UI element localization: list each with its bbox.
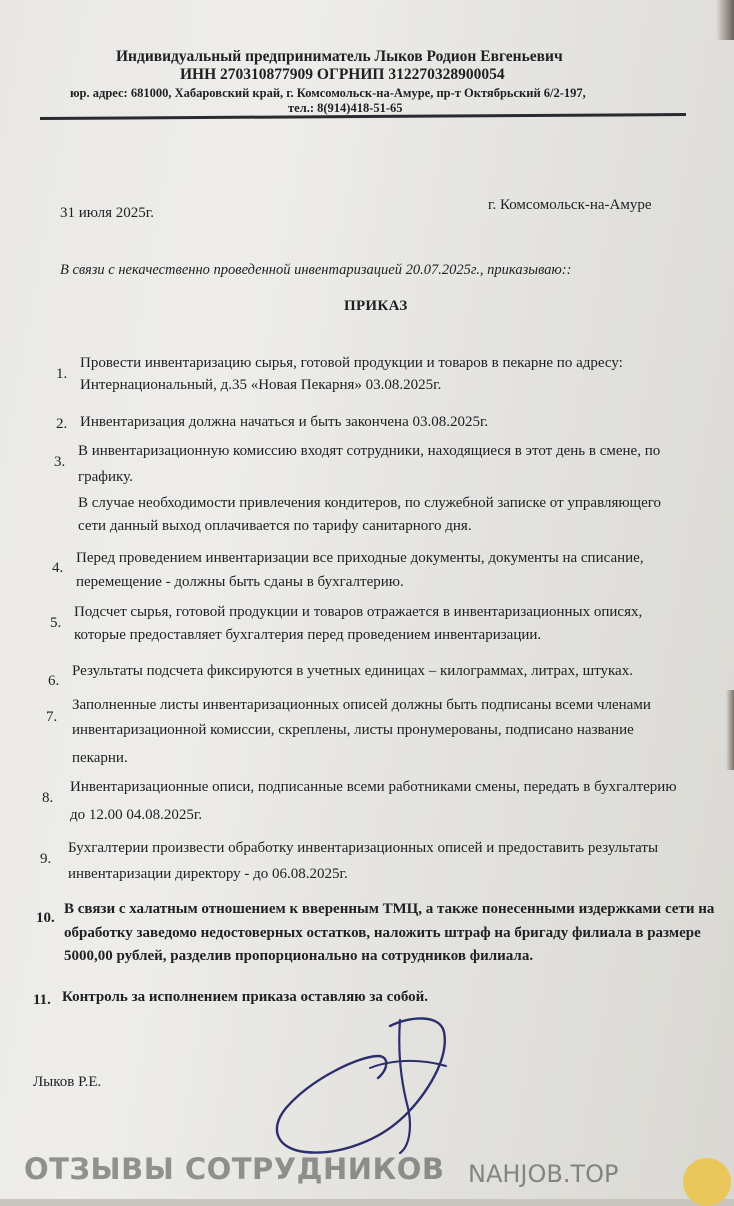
item-text-line: графику. <box>78 469 133 485</box>
header-legal-address: юр. адрес: 681000, Хабаровский край, г. Комсомольск-на-Амуре, пр-т Октябрьский 6/2-197, <box>70 86 586 100</box>
signatory-name: Лыков Р.Е. <box>33 1074 102 1090</box>
document-city: г. Комсомольск-на-Амуре <box>488 197 652 213</box>
item-number: 1. <box>56 366 68 382</box>
item-text-line: Инвентаризационные описи, подписанные всеми работниками смены, передать в бухгалтерию <box>70 779 677 795</box>
document-title: ПРИКАЗ <box>344 298 408 314</box>
item-text-line: 5000,00 рублей, разделив пропорционально на сотрудников филиала. <box>64 948 534 964</box>
item-text-line: В инвентаризационную комиссию входят сотрудники, находящиеся в этот день в смене, по <box>78 443 661 459</box>
item-text-line: инвентаризационной комиссии, скреплены, листы пронумерованы, подписано название <box>72 722 634 738</box>
document-date: 31 июля 2025г. <box>60 205 154 221</box>
item-number: 4. <box>52 560 64 576</box>
item-text-line: Заполненные листы инвентаризационных описей должны быть подписаны всеми членами <box>72 697 651 713</box>
item-text-line: Бухгалтерии произвести обработку инвентаризационных описей и предоставить результаты <box>68 840 659 856</box>
item-text-line: Результаты подсчета фиксируются в учетных единицах – килограммах, литрах, штуках. <box>72 663 633 679</box>
header-tax-ids: ИНН 270310877909 ОГРНИП 312270328900054 <box>180 66 505 83</box>
item-text-line: которые предоставляет бухгалтерия перед проведением инвентаризации. <box>74 627 542 643</box>
item-text-line: пекарни. <box>72 750 128 766</box>
item-text-line: обработку заведомо недостоверных остатков, наложить штраф на бригаду филиала в размере <box>64 925 701 941</box>
item-text-line: Интернациональный, д.35 «Новая Пекарня» 03.08.2025г. <box>80 377 442 393</box>
item-number: 6. <box>48 673 60 689</box>
item-text-line: В связи с халатным отношением к вверенным ТМЦ, а также понесенными издержками сети на <box>64 901 715 917</box>
header-phone: тел.: 8(914)418-51-65 <box>288 101 403 115</box>
item-text-line: В случае необходимости привлечения кондитеров, по служебной записке от управляющего <box>78 495 662 511</box>
item-text-line: перемещение - должны быть сданы в бухгалтерию. <box>76 574 404 590</box>
item-number: 9. <box>40 851 52 867</box>
item-number: 11. <box>33 992 51 1008</box>
item-number: 3. <box>54 454 66 470</box>
watermark-text: ОТЗЫВЫ СОТРУДНИКОВ <box>24 1152 445 1186</box>
item-text-line: инвентаризации директору - до 06.08.2025г. <box>68 866 348 882</box>
item-text-line: сети данный выход оплачивается по тарифу санитарного дня. <box>78 518 472 534</box>
item-text-line: Подсчет сырья, готовой продукции и товаров отражается в инвентаризационных описях, <box>74 604 643 620</box>
item-text-line: Провести инвентаризацию сырья, готовой продукции и товаров в пекарне по адресу: <box>80 355 623 371</box>
handwritten-signature <box>250 1008 470 1158</box>
watermark-site: NAHJOB.TOP <box>468 1160 619 1188</box>
item-text-line: Инвентаризация должна начаться и быть закончена 03.08.2025г. <box>80 414 489 430</box>
header-entrepreneur-name: Индивидуальный предприниматель Лыков Родион Евгеньевич <box>116 48 563 65</box>
item-number: 8. <box>42 790 54 806</box>
item-number: 5. <box>50 615 62 631</box>
item-number: 2. <box>56 416 68 432</box>
item-number: 7. <box>46 709 58 725</box>
item-text-line: до 12.00 04.08.2025г. <box>70 807 203 823</box>
item-text-line: Перед проведением инвентаризации все приходные документы, документы на списание, <box>76 550 644 566</box>
intro-paragraph: В связи с некачественно проведенной инвентаризацией 20.07.2025г., приказываю:: <box>60 262 572 278</box>
item-number: 10. <box>36 910 55 926</box>
item-text-line: Контроль за исполнением приказа оставляю за собой. <box>62 989 429 1005</box>
